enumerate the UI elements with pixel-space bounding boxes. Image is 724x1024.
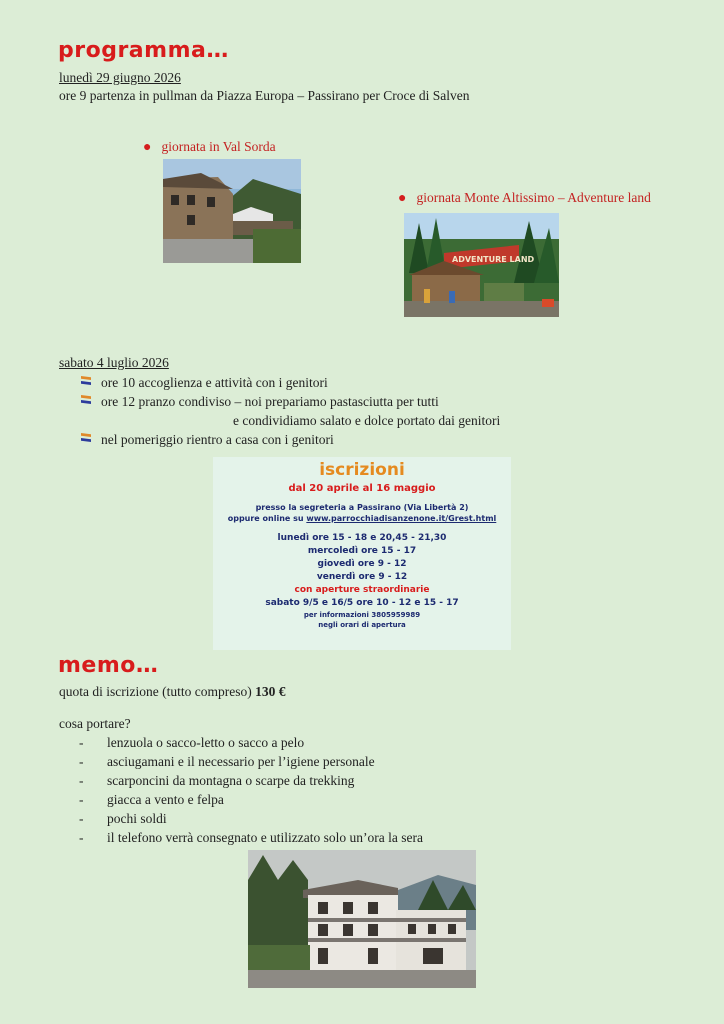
- dash-bullet: -: [79, 792, 84, 807]
- fee-line: [59, 683, 285, 701]
- schedule-line: lunedì ore 15 - 18 e 20,45 - 21,30: [277, 533, 447, 543]
- date-monday: lunedì 29 giugno 2026: [59, 70, 181, 85]
- dash-bullet: -: [79, 735, 84, 750]
- program-item-continuation: e condividiamo salato e dolce portato dai genitori: [233, 413, 501, 428]
- bring-item: [79, 753, 375, 771]
- info-phone: per informazioni 3805959989: [303, 611, 421, 619]
- arrow-bullet-icon: [81, 395, 91, 407]
- adventure-land-photo: [404, 213, 559, 317]
- outing-monte-altissimo-label: giornata Monte Altissimo – Adventure land: [416, 190, 651, 205]
- schedule-list: [213, 532, 511, 584]
- bring-item: [79, 829, 423, 847]
- extra-openings: con aperture straordinarie: [294, 585, 430, 595]
- bring-item: [79, 810, 167, 828]
- iscrizioni-url-link[interactable]: www.parrocchiadisanzenone.it/Grest.html: [306, 514, 497, 523]
- program-item-label: ore 10 accoglienza e attività con i genitori: [101, 375, 328, 390]
- iscrizioni-online-label: oppure online su: [227, 514, 307, 523]
- date-saturday: sabato 4 luglio 2026: [59, 355, 169, 370]
- bring-label: cosa portare?: [59, 716, 131, 731]
- program-item: [81, 431, 334, 449]
- schedule-line: mercoledì ore 15 - 17: [307, 546, 417, 556]
- program-item-label: nel pomeriggio rientro a casa con i genitori: [101, 432, 334, 447]
- iscrizioni-box: [213, 457, 511, 650]
- bring-item-label: scarponcini da montagna o scarpe da trekking: [107, 773, 355, 788]
- dash-bullet: -: [79, 811, 84, 826]
- dash-bullet: -: [79, 754, 84, 769]
- program-item: [81, 393, 439, 411]
- departure-text: ore 9 partenza in pullman da Piazza Europa – Passirano per Croce di Salven: [59, 88, 470, 103]
- bring-item: [79, 734, 304, 752]
- programma-heading: programma…: [58, 38, 229, 63]
- bullet-icon: ●: [398, 191, 407, 206]
- program-item-label: ore 12 pranzo condiviso – noi prepariamo pastasciutta per tutti: [101, 394, 439, 409]
- bring-item-label: giacca a vento e felpa: [107, 792, 224, 807]
- bring-item: [79, 772, 354, 790]
- arrow-bullet-icon: [81, 376, 91, 388]
- saturday-openings: sabato 9/5 e 16/5 ore 10 - 12 e 15 - 17: [265, 598, 459, 608]
- bring-item: [79, 791, 224, 809]
- memo-heading: memo…: [58, 653, 159, 678]
- iscrizioni-dates: dal 20 aprile al 16 maggio: [288, 483, 436, 494]
- adventure-land-sign: ADVENTURE LAND: [452, 255, 535, 264]
- dash-bullet: -: [79, 773, 84, 788]
- outing-monte-altissimo: [398, 189, 651, 208]
- outing-val-sorda-label: giornata in Val Sorda: [161, 139, 276, 154]
- schedule-line: giovedì ore 9 - 12: [317, 559, 407, 569]
- val-sorda-photo: [163, 159, 301, 263]
- bring-item-label: il telefono verrà consegnato e utilizzato solo un’ora la sera: [107, 830, 423, 845]
- bring-item-label: lenzuola o sacco-letto o sacco a pelo: [107, 735, 305, 750]
- arrow-bullet-icon: [81, 433, 91, 445]
- dash-bullet: -: [79, 830, 84, 845]
- iscrizioni-title: iscrizioni: [319, 460, 405, 480]
- iscrizioni-where: presso la segreteria a Passirano (Via Libertà 2): [255, 503, 469, 512]
- info-hours: negli orari di apertura: [318, 621, 406, 629]
- fee-label: quota di iscrizione (tutto compreso): [59, 684, 256, 699]
- fee-value: 130 €: [255, 684, 286, 699]
- bring-item-label: asciugamani e il necessario per l’igiene personale: [107, 754, 375, 769]
- bring-item-label: pochi soldi: [107, 811, 167, 826]
- iscrizioni-online: [213, 513, 511, 524]
- outing-val-sorda: [143, 138, 276, 157]
- program-item: [81, 374, 328, 392]
- bullet-icon: ●: [143, 140, 152, 155]
- house-photo: [248, 850, 476, 988]
- schedule-line: venerdì ore 9 - 12: [316, 572, 408, 582]
